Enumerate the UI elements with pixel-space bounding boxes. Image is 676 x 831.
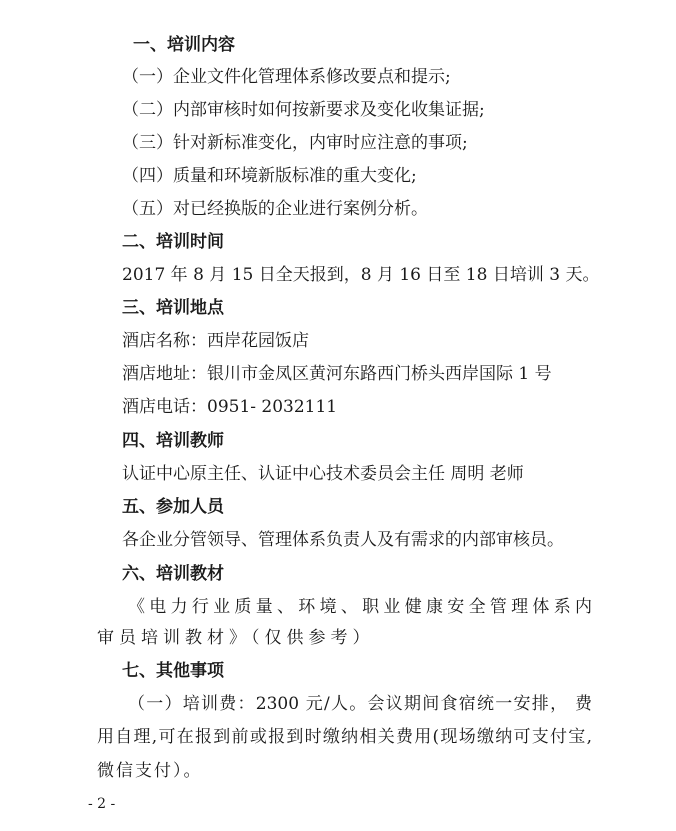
section-heading-other: 七、其他事项 xyxy=(122,661,224,681)
training-time-text: 2017 年 8 月 15 日全天报到，8 月 16 日至 18 日培训 3 天。 xyxy=(122,265,600,285)
fee-line-1: （一）培训费：2300 元/人。会议期间食宿统一安排， 费 xyxy=(128,694,592,714)
list-item: （一）企业文件化管理体系修改要点和提示; xyxy=(122,67,451,87)
fee-line-2: 用自理,可在报到前或报到时缴纳相关费用(现场缴纳可支付宝, xyxy=(97,727,592,747)
teacher-text: 认证中心原主任、认证中心技术委员会主任 周明 老师 xyxy=(122,464,524,484)
list-item: （三）针对新标准变化，内审时应注意的事项; xyxy=(122,133,468,153)
section-heading-materials: 六、培训教材 xyxy=(122,564,224,584)
list-item: （五）对已经换版的企业进行案例分析。 xyxy=(122,199,428,219)
fee-line-3: 微信支付）。 xyxy=(97,761,203,781)
section-heading-participants: 五、参加人员 xyxy=(122,497,224,517)
hotel-address: 酒店地址：银川市金凤区黄河东路西门桥头西岸国际 1 号 xyxy=(122,364,552,384)
list-item: （四）质量和环境新版标准的重大变化; xyxy=(122,166,417,186)
list-item: （二）内部审核时如何按新要求及变化收集证据; xyxy=(122,100,485,120)
section-heading-teacher: 四、培训教师 xyxy=(122,431,224,451)
hotel-phone: 酒店电话：0951- 2032111 xyxy=(122,397,338,417)
materials-line-1: 《电力行业质量、环境、职业健康安全管理体系内 xyxy=(128,597,592,617)
section-heading-content: 一、培训内容 xyxy=(133,35,235,55)
materials-line-2: 审员培训教材》（仅供参考） xyxy=(97,628,375,648)
hotel-name: 酒店名称：西岸花园饭店 xyxy=(122,331,309,351)
section-heading-time: 二、培训时间 xyxy=(122,232,224,252)
section-heading-location: 三、培训地点 xyxy=(122,298,224,318)
participants-text: 各企业分管领导、管理体系负责人及有需求的内部审核员。 xyxy=(122,530,564,550)
page-number: - 2 - xyxy=(88,796,116,812)
